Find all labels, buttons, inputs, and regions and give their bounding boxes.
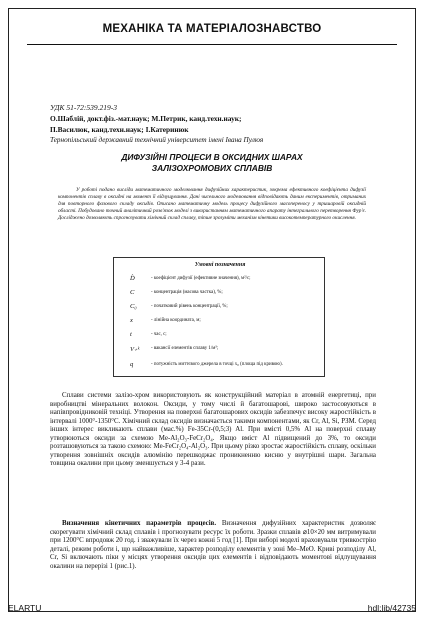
article-title: [0, 152, 424, 174]
notation-definition: - концентрація (масова частка), %;: [151, 290, 223, 295]
notation-definition: - потужність миттєвого джерела в точці x₀ (площа під кривою).: [151, 362, 283, 367]
handle-id: hdl:lib/42735: [367, 603, 416, 613]
notation-row: [114, 303, 326, 313]
notation-symbol: t: [130, 331, 132, 338]
journal-title: МЕХАНІКА ТА МАТЕРІАЛОЗНАВСТВО: [102, 23, 322, 35]
udc-code: УДК 51-72:539.219-3: [50, 103, 117, 112]
section-heading: Визначення кінетичних параметрів процесів.: [62, 520, 217, 527]
notation-definition: - коефіцієнт дифузії (ефективне значення), м²/с;: [151, 276, 251, 281]
notation-box: [113, 257, 325, 377]
notation-symbol: q: [130, 361, 134, 368]
title-line-1: ДИФУЗІЙНІ ПРОЦЕСИ В ОКСИДНИХ ШАРАХ: [121, 152, 303, 162]
notation-definition: - час, с;: [151, 332, 167, 337]
notation-symbol: C: [130, 289, 135, 296]
repository-label: ELARTU: [8, 603, 42, 613]
notation-symbol: x: [130, 317, 133, 324]
notation-symbol: D̂: [130, 275, 135, 282]
abstract: У роботі подано висліди математичного моделювання дифузійних характеристик, зокрема ефективного коефіцієнта дифузії компонентів сплаву в оксидні на момент її відлущування. Дані чисельного моделювання відповідають даним експериментів, отриманих для повторного фазового складу оксидів. Описано математичну модель процесу дифузійного масопереносу у тришаровій оксидній області. Побудовано точний аналітичний розв'язок моделі з використанням математичного апарату інтегрального перетворення Фур'є. Досліджено дозволяють спрогнозувати хімічний склад сплаву, тіпше зрозуміти механізм кінетики високотемпературного окислення.: [58, 187, 366, 221]
notation-row: [114, 289, 326, 299]
notation-row: [114, 317, 326, 327]
title-line-2: ЗАЛІЗОХРОМОВИХ СПЛАВІВ: [151, 163, 273, 173]
notation-title: Умовні позначення: [194, 262, 246, 268]
affiliation: Тернопільський державний технічний університет імені Івана Пулюя: [50, 136, 264, 144]
body-paragraph-1: Сплави системи залізо-хром використовують як конструкційний матеріал в атомній енергетиці, при виробництві мінеральних волокон. Оксиди, у тому числі й багатошарові, широко застосовуються в напівпровідниковій техніці. Утворення на поверхні багатошарових оксидів забезпечує високу жаростійкість в інтервалі 1000°-1350°C. Хімічний склад оксидів визначається такими компонентами, як Cr, Al, Si, РЗМ. Серед інших інтерес викликають сплави (мас.%) Fe-35Cr-(0,5;3) Al. При вмісті 0,5% Al на поверхні сплаву утворюються оксиди за схемою Me-Al₂O₃-FeCr₂O₄. Якщо вміст Al підвищений до 3%, то оксиди розташовуються за такою схемою: Me-FeCr₂O₄-Al₂O₃. При цьому різко зростає жаростійкість сплаву, оскільки утворення зовнішніх оксидів алюмінію перешкоджає проникненню кисню у внутрішні шари. Загальна товщина окалини при цьому зменшується у 3-4 рази.: [50, 392, 376, 468]
notation-definition: - початковий рівень концентрації, %;: [151, 304, 228, 309]
notation-row: [114, 361, 326, 371]
notation-row: [114, 275, 326, 285]
notation-definition: - лінійна координата, м;: [151, 318, 201, 323]
authors-line-2: П.Василюк, канд.техн.наук; І.Катеринюк: [50, 124, 189, 134]
notation-row: [114, 345, 326, 355]
header-divider: [27, 44, 397, 45]
notation-symbol: C₀: [130, 303, 137, 310]
body-paragraph-2: [50, 520, 376, 571]
notation-symbol: V₊ᵏ: [130, 346, 140, 353]
body-paragraph-2-text: Визначення дифузійних характеристик дозволяє скорегувати хімічний склад сплавів і прогнозувати ресурс їх роботи. Зразки сплавів ⌀10×20 мм витримували при 1200°C впродовж 20 год. і зважували їх через кожні 5 год [1]. При виборі моделі враховували тривкострію деталі, режим роботи і, що найважливіше, характер розподілу елементів у зоні Me–MeO. Криві розподілу Al, Cr, Si включають піки у місцях утворення оксидів цих елементів і відповідають моментові відлущування окалини на перерізі 1 (рис.1).: [50, 520, 376, 570]
notation-row: [114, 331, 326, 341]
authors: [50, 114, 380, 135]
notation-definition: - вакансії елементів сплаву 1/м³;: [151, 346, 219, 351]
authors-line-1: О.Шаблій, докт.фіз.-мат.наук; М.Петрик, канд.техн.наук;: [50, 114, 242, 123]
